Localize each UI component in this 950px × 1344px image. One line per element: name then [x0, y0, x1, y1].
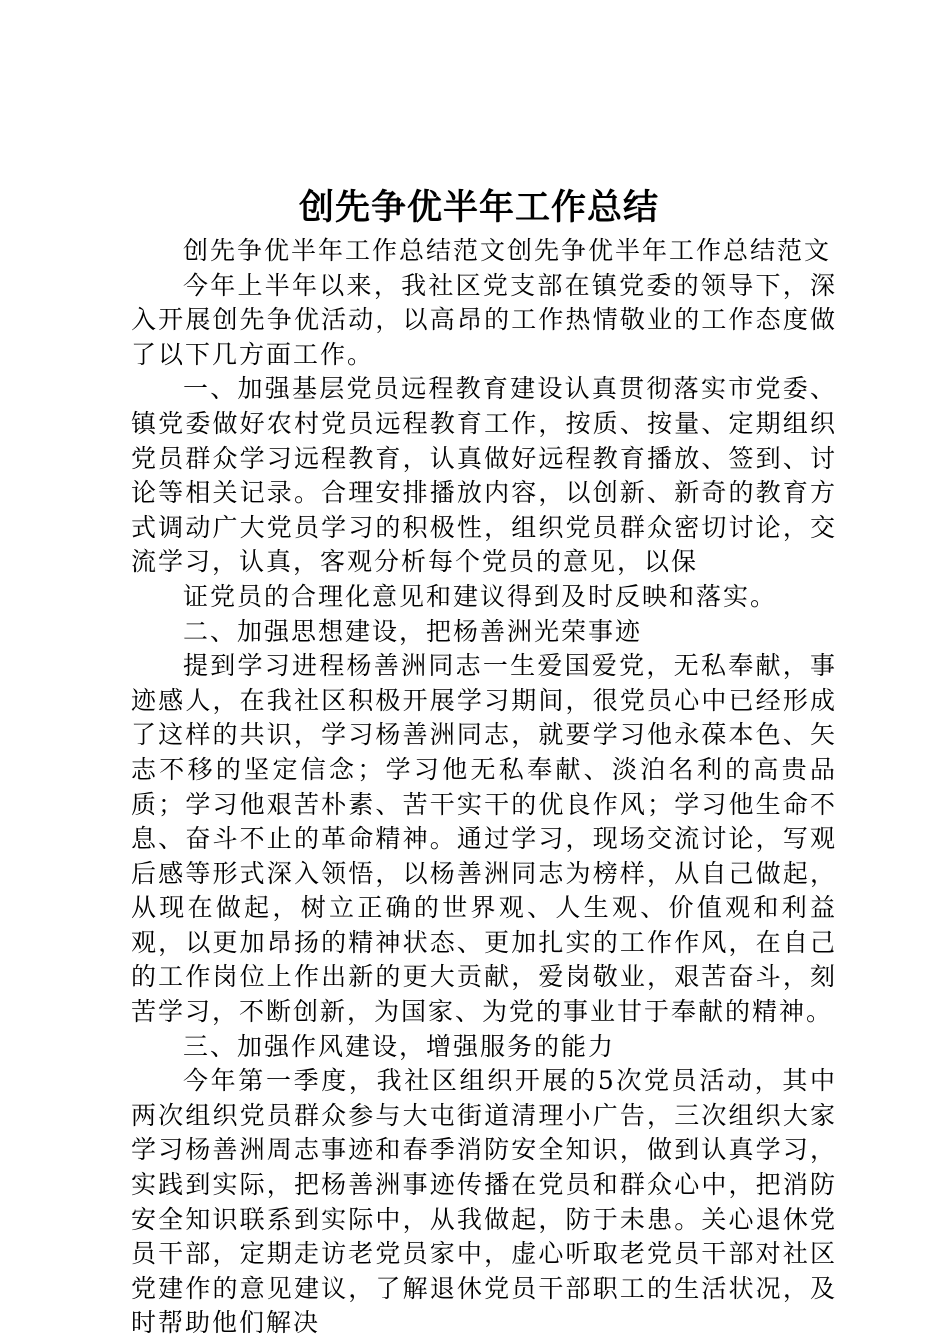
heading-section-3: 三、加强作风建设，增强服务的能力 — [183, 1031, 616, 1061]
paragraph-section-1-continued: 证党员的合理化意见和建议得到及时反映和落实。 — [183, 581, 778, 611]
paragraph-subtitle: 创先争优半年工作总结范文创先争优半年工作总结范文 — [183, 236, 832, 265]
paragraph-section-1: 一、加强基层党员远程教育建设认真贯彻落实市党委、镇党委做好农村党员远程教育工作，按质、按量、定期组织党员群众学习远程教育，认真做好远程教育播放、签到、讨论等相关记录。合理安排播放内容，以创新、新奇的教育方式调动广大党员学习的积极性，组织党员群众密切讨论，交流学习，认真，客观分析每个党员的意见，以保 — [131, 374, 837, 577]
document-body — [131, 234, 837, 1341]
paragraph-intro: 今年上半年以来，我社区党支部在镇党委的领导下，深入开展创先争优活动，以高昂的工作热情敬业的工作态度做了以下几方面工作。 — [131, 270, 837, 369]
document-title: 创先争优半年工作总结 — [298, 187, 659, 228]
paragraph-section-3: 今年第一季度，我社区组织开展的5次党员活动，其中两次组织党员群众参与大屯街道清理小广告，三次组织大家学习杨善洲周志事迹和春季消防安全知识，做到认真学习，实践到实际，把杨善洲事迹传播在党员和群众心中，把消防安全知识联系到实际中，从我做起，防于未患。关心退休党员干部，定期走访老党员家中，虚心听取老党员干部对社区党建作的意见建议，了解退休党员干部职工的生活状况，及时帮助他们解决 — [131, 1066, 837, 1338]
heading-section-2: 二、加强思想建设，把杨善洲光荣事迹 — [183, 616, 643, 646]
paragraph-section-2: 提到学习进程杨善洲同志一生爱国爱党，无私奉献，事迹感人，在我社区积极开展学习期间，很党员心中已经形成了这样的共识，学习杨善洲同志，就要学习他永葆本色、矢志不移的坚定信念；学习他无私奉献、淡泊名利的高贵品质；学习他艰苦朴素、苦干实干的优良作风；学习他生命不息、奋斗不止的革命精神。通过学习，现场交流讨论，写观后感等形式深入领悟，以杨善洲同志为榜样，从自己做起，从现在做起，树立正确的世界观、人生观、价值观和利益观，以更加昂扬的精神状态、更加扎实的工作作风，在自己的工作岗位上作出新的更大贡献，爱岗敬业，艰苦奋斗，刻苦学习，不断创新，为国家、为党的事业甘于奉献的精神。 — [131, 651, 837, 1027]
